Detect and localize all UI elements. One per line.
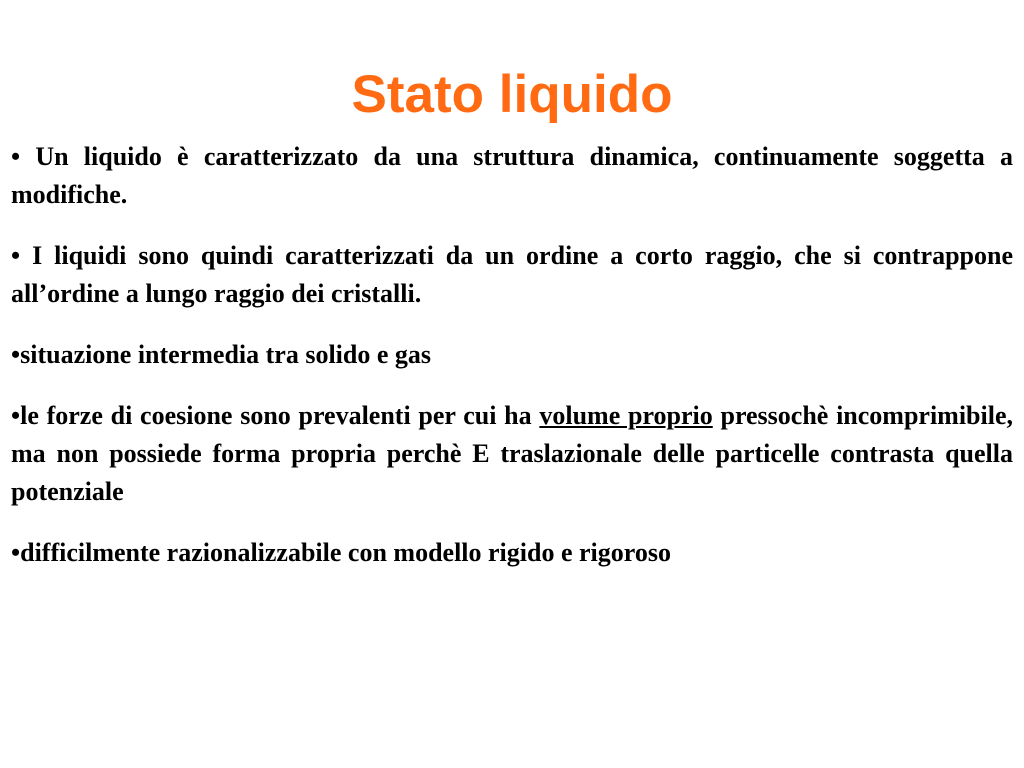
bullet-marker: • — [11, 538, 21, 567]
bullet-item-5 — [11, 534, 1013, 572]
bullet-item-3 — [11, 336, 1013, 374]
slide-title: Stato liquido — [351, 65, 673, 124]
bullet-text: I liquidi sono quindi caratterizzati da un ordine a corto raggio, che si contrappone all’ordine a lungo raggio dei cristalli. — [11, 241, 1013, 308]
bullet-item-4 — [11, 397, 1013, 511]
bullet-text-before: le forze di coesione sono prevalenti per cui ha — [20, 401, 540, 430]
bullet-marker: • — [11, 241, 33, 270]
bullet-marker: • — [11, 401, 21, 430]
bullet-text-after: pressochè incomprimibile, ma non possiede forma propria perchè E traslazionale delle particelle contrasta quella potenziale — [11, 401, 1013, 506]
bullet-item-1 — [11, 138, 1013, 214]
bullet-list — [11, 138, 1013, 595]
bullet-text: situazione intermedia tra solido e gas — [20, 340, 432, 369]
underlined-term: volume proprio — [539, 401, 713, 430]
bullet-text: Un liquido è caratterizzato da una struttura dinamica, continuamente soggetta a modifiche. — [11, 142, 1013, 209]
bullet-marker: • — [11, 142, 36, 171]
bullet-text: difficilmente razionalizzabile con modello rigido e rigoroso — [20, 538, 671, 567]
bullet-marker: • — [11, 340, 21, 369]
bullet-item-2 — [11, 237, 1013, 313]
